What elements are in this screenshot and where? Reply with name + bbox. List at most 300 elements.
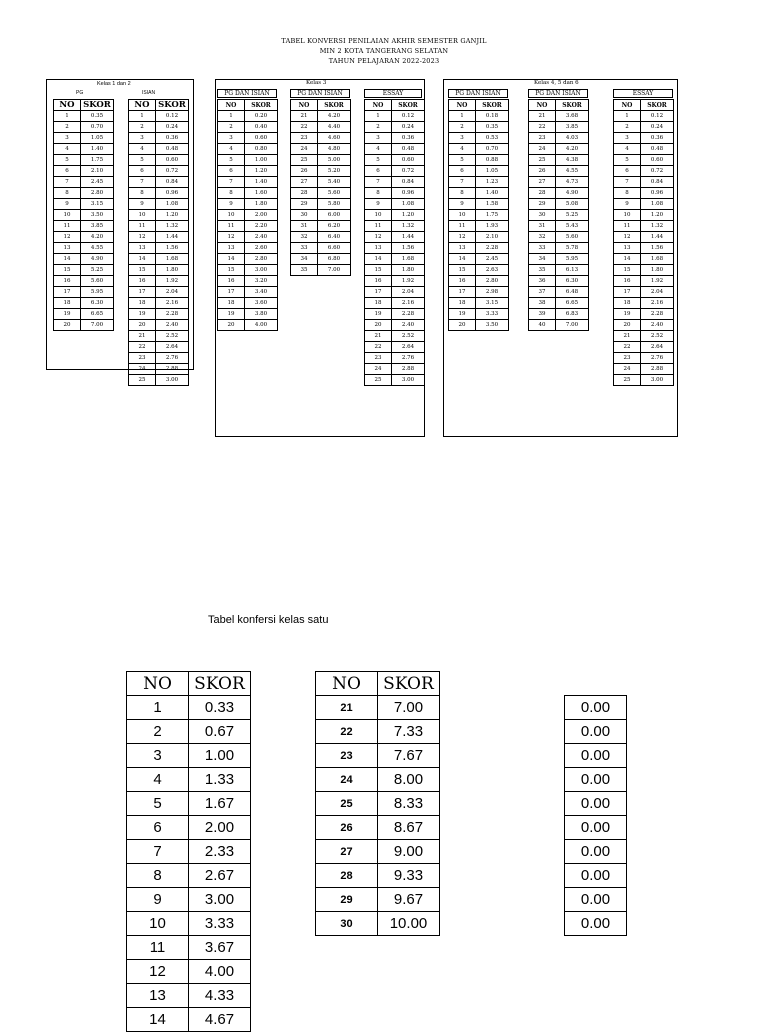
row-no: 13 <box>365 243 392 254</box>
col-no-header: NO <box>614 100 641 111</box>
row-no: 2 <box>449 122 476 133</box>
col-skor-header: SKOR <box>318 100 351 111</box>
row-no: 12 <box>129 232 156 243</box>
row-no: 2 <box>365 122 392 133</box>
row-no: 25 <box>365 375 392 386</box>
row-no: 29 <box>316 888 378 912</box>
kelas12-title: Kelas 1 dan 2 <box>97 81 131 87</box>
row-skor: 7.33 <box>378 720 440 744</box>
table-row <box>565 768 627 792</box>
row-skor: 0.35 <box>81 111 114 122</box>
table-row <box>529 221 589 232</box>
row-skor: 5.60 <box>318 188 351 199</box>
col-skor-header: SKOR <box>641 100 674 111</box>
table-row <box>129 221 189 232</box>
row-no: 3 <box>129 133 156 144</box>
table-row <box>129 265 189 276</box>
row-value: 0.00 <box>565 840 627 864</box>
table-row <box>365 331 425 342</box>
row-no: 12 <box>54 232 81 243</box>
table-row <box>316 864 440 888</box>
row-no: 11 <box>54 221 81 232</box>
row-skor: 1.00 <box>245 155 278 166</box>
table-row <box>529 265 589 276</box>
row-no: 27 <box>316 840 378 864</box>
table-row <box>218 287 278 298</box>
row-no: 10 <box>129 210 156 221</box>
col-skor-header: SKOR <box>476 100 509 111</box>
table-row <box>129 166 189 177</box>
table-row <box>54 287 114 298</box>
table-row <box>565 696 627 720</box>
table-row <box>565 840 627 864</box>
row-no: 24 <box>129 364 156 375</box>
row-no: 21 <box>365 331 392 342</box>
table-row <box>449 298 509 309</box>
header-school: MIN 2 KOTA TANGERANG SELATAN <box>319 47 449 55</box>
row-skor: 2.00 <box>245 210 278 221</box>
row-no: 7 <box>614 177 641 188</box>
row-no: 25 <box>316 792 378 816</box>
row-skor: 1.68 <box>392 254 425 265</box>
table-row <box>365 177 425 188</box>
table-row <box>316 840 440 864</box>
row-no: 13 <box>218 243 245 254</box>
table-row <box>529 166 589 177</box>
row-no: 1 <box>449 111 476 122</box>
table-row <box>614 298 674 309</box>
row-value: 0.00 <box>565 864 627 888</box>
table-row <box>614 320 674 331</box>
row-skor: 1.32 <box>392 221 425 232</box>
row-no: 35 <box>291 265 318 276</box>
row-no: 15 <box>449 265 476 276</box>
table-row <box>129 155 189 166</box>
table-row <box>218 276 278 287</box>
row-skor: 1.80 <box>156 265 189 276</box>
row-no: 8 <box>54 188 81 199</box>
row-skor: 1.20 <box>245 166 278 177</box>
table-row <box>316 792 440 816</box>
table-row <box>565 720 627 744</box>
row-no: 40 <box>529 320 556 331</box>
table-row <box>54 265 114 276</box>
table-row <box>129 287 189 298</box>
table-row <box>614 265 674 276</box>
row-no: 22 <box>129 342 156 353</box>
row-no: 5 <box>54 155 81 166</box>
table-row <box>127 816 251 840</box>
row-skor: 3.40 <box>245 287 278 298</box>
kelas456-pg-table-a <box>448 99 509 331</box>
row-skor: 8.00 <box>378 768 440 792</box>
row-skor: 2.67 <box>189 864 251 888</box>
table-row <box>127 1008 251 1032</box>
row-skor: 1.75 <box>476 210 509 221</box>
row-no: 18 <box>218 298 245 309</box>
row-skor: 5.95 <box>556 254 589 265</box>
row-no: 10 <box>54 210 81 221</box>
table-row <box>316 768 440 792</box>
col-skor-header: SKOR <box>556 100 589 111</box>
row-no: 23 <box>129 353 156 364</box>
row-no: 10 <box>127 912 189 936</box>
row-skor: 2.76 <box>641 353 674 364</box>
row-no: 6 <box>54 166 81 177</box>
row-skor: 1.44 <box>641 232 674 243</box>
table-row <box>365 309 425 320</box>
table-row <box>316 696 440 720</box>
row-no: 12 <box>449 232 476 243</box>
row-no: 7 <box>54 177 81 188</box>
row-skor: 1.05 <box>81 133 114 144</box>
row-no: 13 <box>129 243 156 254</box>
row-no: 22 <box>614 342 641 353</box>
row-skor: 3.15 <box>476 298 509 309</box>
row-no: 10 <box>218 210 245 221</box>
col-no-header: NO <box>218 100 245 111</box>
row-no: 11 <box>449 221 476 232</box>
row-no: 2 <box>614 122 641 133</box>
table-row <box>365 144 425 155</box>
row-value: 0.00 <box>565 816 627 840</box>
row-skor: 0.53 <box>476 133 509 144</box>
row-skor: 2.64 <box>392 342 425 353</box>
table-row <box>449 309 509 320</box>
table-row <box>565 864 627 888</box>
row-skor: 3.80 <box>245 309 278 320</box>
row-skor: 0.24 <box>156 122 189 133</box>
row-no: 3 <box>218 133 245 144</box>
row-no: 15 <box>614 265 641 276</box>
row-skor: 1.68 <box>156 254 189 265</box>
row-no: 17 <box>129 287 156 298</box>
row-no: 6 <box>218 166 245 177</box>
row-skor: 1.08 <box>641 199 674 210</box>
table-row <box>129 199 189 210</box>
table-row <box>129 353 189 364</box>
row-skor: 8.33 <box>378 792 440 816</box>
row-skor: 4.80 <box>318 144 351 155</box>
row-skor: 5.78 <box>556 243 589 254</box>
row-skor: 4.20 <box>81 232 114 243</box>
row-skor: 4.67 <box>189 1008 251 1032</box>
table-row <box>54 254 114 265</box>
table-row <box>127 720 251 744</box>
row-skor: 0.12 <box>641 111 674 122</box>
row-skor: 2.76 <box>156 353 189 364</box>
row-no: 17 <box>449 287 476 298</box>
table-row <box>127 696 251 720</box>
row-no: 16 <box>449 276 476 287</box>
row-skor: 4.40 <box>318 122 351 133</box>
row-no: 7 <box>218 177 245 188</box>
row-skor: 1.23 <box>476 177 509 188</box>
row-no: 14 <box>129 254 156 265</box>
row-skor: 3.00 <box>641 375 674 386</box>
table-row <box>449 188 509 199</box>
table-row <box>291 122 351 133</box>
row-no: 3 <box>365 133 392 144</box>
row-no: 24 <box>529 144 556 155</box>
row-skor: 0.33 <box>189 696 251 720</box>
row-no: 4 <box>127 768 189 792</box>
row-skor: 3.00 <box>245 265 278 276</box>
table-row <box>129 133 189 144</box>
row-no: 39 <box>529 309 556 320</box>
table-row <box>129 276 189 287</box>
row-no: 2 <box>127 720 189 744</box>
row-skor: 0.48 <box>156 144 189 155</box>
table-row <box>218 210 278 221</box>
row-skor: 2.64 <box>641 342 674 353</box>
row-no: 5 <box>449 155 476 166</box>
row-no: 7 <box>449 177 476 188</box>
row-no: 12 <box>365 232 392 243</box>
table-row <box>614 342 674 353</box>
row-no: 13 <box>54 243 81 254</box>
table-row <box>129 232 189 243</box>
row-skor: 9.33 <box>378 864 440 888</box>
row-skor: 5.25 <box>556 210 589 221</box>
row-skor: 1.92 <box>641 276 674 287</box>
row-no: 8 <box>129 188 156 199</box>
row-skor: 0.96 <box>641 188 674 199</box>
row-no: 27 <box>291 177 318 188</box>
col-skor-header: SKOR <box>81 100 114 111</box>
table-row <box>54 177 114 188</box>
row-skor: 3.33 <box>189 912 251 936</box>
row-skor: 0.60 <box>392 155 425 166</box>
row-no: 10 <box>365 210 392 221</box>
row-skor: 1.44 <box>392 232 425 243</box>
row-no: 11 <box>127 936 189 960</box>
table-row <box>316 912 440 936</box>
row-no: 18 <box>614 298 641 309</box>
row-skor: 1.80 <box>245 199 278 210</box>
kelas456-pg-isian-label-2: PG DAN ISIAN <box>528 89 588 98</box>
row-skor: 3.00 <box>392 375 425 386</box>
row-skor: 0.48 <box>392 144 425 155</box>
row-value: 0.00 <box>565 744 627 768</box>
row-skor: 0.70 <box>81 122 114 133</box>
col-no-header: NO <box>529 100 556 111</box>
table-row <box>365 254 425 265</box>
row-skor: 1.80 <box>392 265 425 276</box>
row-no: 2 <box>218 122 245 133</box>
table-row <box>127 984 251 1008</box>
table-row <box>218 221 278 232</box>
table-row <box>614 221 674 232</box>
row-skor: 0.12 <box>156 111 189 122</box>
table-row <box>129 177 189 188</box>
table-row <box>365 122 425 133</box>
table-row <box>365 199 425 210</box>
row-no: 28 <box>291 188 318 199</box>
row-skor: 4.00 <box>189 960 251 984</box>
row-skor: 9.00 <box>378 840 440 864</box>
row-no: 12 <box>218 232 245 243</box>
row-skor: 0.72 <box>392 166 425 177</box>
row-no: 14 <box>365 254 392 265</box>
table-row <box>218 166 278 177</box>
row-no: 24 <box>291 144 318 155</box>
row-skor: 0.84 <box>156 177 189 188</box>
row-skor: 6.80 <box>318 254 351 265</box>
row-no: 24 <box>316 768 378 792</box>
table-row <box>529 309 589 320</box>
row-no: 20 <box>54 320 81 331</box>
row-skor: 0.36 <box>641 133 674 144</box>
row-no: 18 <box>129 298 156 309</box>
row-skor: 0.67 <box>189 720 251 744</box>
row-skor: 0.88 <box>476 155 509 166</box>
table-row <box>614 254 674 265</box>
row-skor: 0.72 <box>156 166 189 177</box>
row-no: 6 <box>449 166 476 177</box>
row-no: 36 <box>529 276 556 287</box>
row-skor: 2.16 <box>641 298 674 309</box>
row-skor: 4.38 <box>556 155 589 166</box>
table-row <box>614 144 674 155</box>
table-row <box>127 888 251 912</box>
kelas-satu-table-right <box>315 671 440 936</box>
table-row <box>54 320 114 331</box>
row-no: 11 <box>614 221 641 232</box>
row-no: 20 <box>614 320 641 331</box>
row-skor: 5.00 <box>318 155 351 166</box>
row-skor: 2.80 <box>245 254 278 265</box>
table-row <box>614 155 674 166</box>
row-no: 16 <box>129 276 156 287</box>
row-skor: 3.67 <box>189 936 251 960</box>
table-row <box>127 840 251 864</box>
row-no: 16 <box>365 276 392 287</box>
col-no-header: NO <box>316 672 378 696</box>
table-row <box>365 276 425 287</box>
row-skor: 2.52 <box>156 331 189 342</box>
row-skor: 3.50 <box>81 210 114 221</box>
table-row <box>614 210 674 221</box>
row-skor: 1.40 <box>81 144 114 155</box>
row-no: 16 <box>54 276 81 287</box>
table-row <box>129 210 189 221</box>
table-row <box>129 122 189 133</box>
table-row <box>218 122 278 133</box>
row-skor: 2.28 <box>476 243 509 254</box>
row-skor: 0.12 <box>392 111 425 122</box>
row-no: 5 <box>218 155 245 166</box>
header-year: TAHUN PELAJARAN 2022-2023 <box>328 57 440 65</box>
row-value: 0.00 <box>565 696 627 720</box>
row-no: 7 <box>365 177 392 188</box>
row-no: 10 <box>449 210 476 221</box>
row-no: 1 <box>218 111 245 122</box>
row-skor: 4.90 <box>81 254 114 265</box>
table-row <box>291 232 351 243</box>
row-skor: 2.63 <box>476 265 509 276</box>
row-no: 18 <box>365 298 392 309</box>
row-skor: 2.28 <box>392 309 425 320</box>
table-row <box>129 144 189 155</box>
table-row <box>449 166 509 177</box>
row-no: 9 <box>614 199 641 210</box>
row-no: 24 <box>614 364 641 375</box>
table-row <box>291 199 351 210</box>
row-no: 21 <box>291 111 318 122</box>
row-no: 19 <box>449 309 476 320</box>
row-no: 23 <box>529 133 556 144</box>
row-no: 17 <box>365 287 392 298</box>
row-skor: 3.50 <box>476 320 509 331</box>
row-skor: 2.52 <box>392 331 425 342</box>
row-no: 20 <box>129 320 156 331</box>
row-no: 9 <box>54 199 81 210</box>
row-skor: 2.88 <box>156 364 189 375</box>
row-skor: 6.20 <box>318 221 351 232</box>
row-skor: 10.00 <box>378 912 440 936</box>
table-row <box>291 243 351 254</box>
kelas-satu-caption: Tabel konfersi kelas satu <box>208 614 329 626</box>
row-no: 18 <box>449 298 476 309</box>
table-row <box>449 177 509 188</box>
row-no: 24 <box>365 364 392 375</box>
kelas3-pg-isian-label: PG DAN ISIAN <box>217 89 277 98</box>
row-skor: 7.00 <box>378 696 440 720</box>
table-row <box>316 888 440 912</box>
kelas3-pg-isian-label-2: PG DAN ISIAN <box>290 89 350 98</box>
row-no: 13 <box>614 243 641 254</box>
row-no: 14 <box>127 1008 189 1032</box>
kelas456-essay-label: ESSAY <box>613 89 673 98</box>
col-skor-header: SKOR <box>189 672 251 696</box>
table-row <box>291 210 351 221</box>
table-row <box>365 375 425 386</box>
row-no: 9 <box>127 888 189 912</box>
row-no: 4 <box>449 144 476 155</box>
row-no: 5 <box>365 155 392 166</box>
table-row <box>316 816 440 840</box>
row-skor: 2.80 <box>81 188 114 199</box>
row-no: 19 <box>218 309 245 320</box>
table-row <box>529 210 589 221</box>
row-no: 22 <box>291 122 318 133</box>
row-no: 30 <box>316 912 378 936</box>
row-no: 26 <box>316 816 378 840</box>
row-skor: 1.92 <box>156 276 189 287</box>
table-row <box>365 320 425 331</box>
table-row <box>365 133 425 144</box>
table-row <box>614 188 674 199</box>
table-row <box>614 331 674 342</box>
table-row <box>218 188 278 199</box>
row-no: 22 <box>365 342 392 353</box>
table-row <box>54 155 114 166</box>
table-row <box>218 254 278 265</box>
table-row <box>218 298 278 309</box>
col-no-header: NO <box>54 100 81 111</box>
row-no: 14 <box>218 254 245 265</box>
table-row <box>449 254 509 265</box>
col-no-header: NO <box>129 100 156 111</box>
table-row <box>614 353 674 364</box>
table-row <box>565 912 627 936</box>
row-skor: 0.20 <box>245 111 278 122</box>
row-skor: 2.80 <box>476 276 509 287</box>
row-no: 35 <box>529 265 556 276</box>
kelas3-pg-table-b <box>290 99 351 276</box>
table-row <box>129 364 189 375</box>
